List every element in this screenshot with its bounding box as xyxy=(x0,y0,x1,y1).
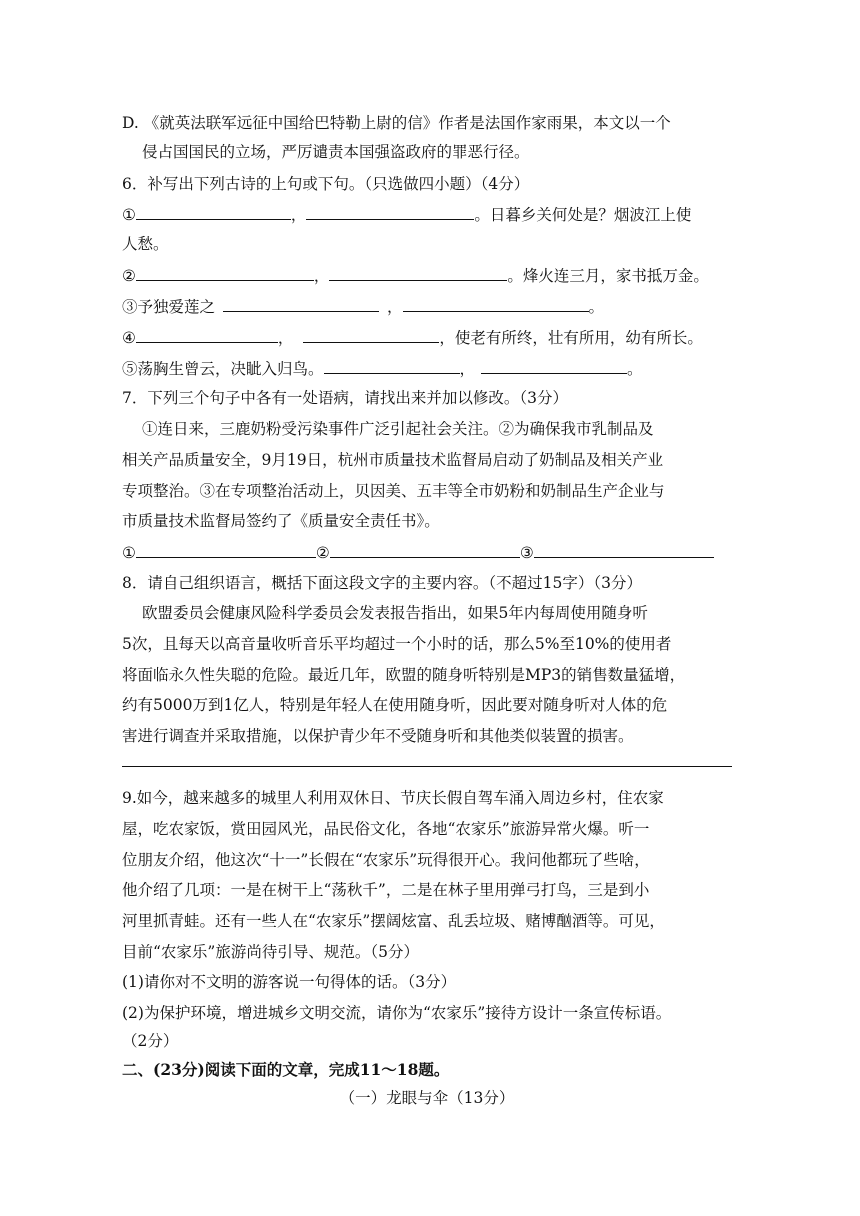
q6-item-4-number: ④ xyxy=(122,329,136,347)
q6-item-2-number: ② xyxy=(122,267,136,285)
q6-item-1-continuation: 人愁。 xyxy=(122,235,169,253)
q6-item-3-prefix: ③予独爱莲之 xyxy=(122,298,216,316)
q8-passage-line2: 5次，且每天以高音量收听音乐平均超过一个小时的话，那么5%至10%的使用者 xyxy=(122,635,672,653)
answer-blank[interactable] xyxy=(329,264,507,281)
q7-passage-line4: 市质量技术监督局签约了《质量安全责任书》。 xyxy=(122,512,440,530)
q6-item-5-tail: 。 xyxy=(627,360,643,378)
passage-subtitle: （一）龙眼与伞（13分） xyxy=(339,1089,515,1107)
question-6-title: 6．补写出下列古诗的上句或下句。（只选做四小题）（4分） xyxy=(122,175,530,193)
q8-passage-line5: 害进行调查并采取措施，以保护青少年不受随身听和其他类似装置的损害。 xyxy=(122,727,634,745)
q6-item-2 xyxy=(122,264,732,287)
q6-item-3 xyxy=(122,295,732,318)
answer-blank[interactable] xyxy=(403,295,589,312)
q6-item-1-tail: 。日暮乡关何处是？烟波江上使 xyxy=(474,206,692,224)
q6-item-4 xyxy=(122,326,732,349)
q6-item-3-comma: ， xyxy=(387,298,403,316)
q6-item-5-prefix: ⑤荡胸生曾云，决眦入归鸟。 xyxy=(122,360,324,378)
answer-blank[interactable] xyxy=(481,357,627,374)
q7-answer-row xyxy=(122,541,732,564)
q6-item-3-tail: 。 xyxy=(588,298,605,316)
q9-subquestion-2-points: （2分） xyxy=(122,1032,179,1050)
option-d-line2: 侵占国国民的立场，严厉谴责本国强盗政府的罪恶行径。 xyxy=(142,143,530,161)
q7-answer-3-number: ③ xyxy=(519,544,534,562)
answer-blank[interactable] xyxy=(136,203,291,220)
q6-item-5 xyxy=(122,357,732,380)
q9-line2: 屋，吃农家饭，赏田园风光，品民俗文化，各地“农家乐”旅游异常火爆。听一 xyxy=(122,820,650,838)
answer-blank[interactable] xyxy=(136,326,278,343)
q8-passage-line4: 约有5000万到1亿人，特别是年轻人在使用随身听，因此要对随身听对人体的危 xyxy=(122,696,668,714)
q8-answer-line[interactable] xyxy=(122,766,732,767)
q9-line1: 9.如今，越来越多的城里人利用双休日、节庆长假自驾车涌入周边乡村，住农家 xyxy=(122,789,664,807)
q9-line4: 他介绍了几项：一是在树干上“荡秋千”，二是在林子里用弹弓打鸟，三是到小 xyxy=(122,881,650,899)
answer-blank[interactable] xyxy=(306,203,474,220)
answer-blank[interactable] xyxy=(223,295,379,312)
q7-passage-line2: 相关产品质量安全，9月19日，杭州市质量技术监督局启动了奶制品及相关产业 xyxy=(122,451,664,469)
q9-line3: 位朋友介绍，他这次“十一”长假在“农家乐”玩得很开心。我问他都玩了些啥， xyxy=(122,851,650,869)
q6-item-2-comma: ， xyxy=(313,267,330,285)
q7-passage-line1: ①连日来，三鹿奶粉受污染事件广泛引起社会关注。②为确保我市乳制品及 xyxy=(142,420,654,438)
answer-blank[interactable] xyxy=(303,326,439,343)
section-2-heading: 二、(23分)阅读下面的文章，完成11～18题。 xyxy=(122,1060,450,1079)
q7-passage-line3: 专项整治。③在专项整治活动上，贝因美、五丰等全市奶粉和奶制品生产企业与 xyxy=(122,482,665,500)
q7-answer-1-number: ① xyxy=(122,544,136,562)
option-d-line1: D. 《就英法联军远征中国给巴特勒上尉的信》作者是法国作家雨果，本文以一个 xyxy=(122,114,671,132)
q7-answer-2-number: ② xyxy=(315,544,330,562)
answer-blank[interactable] xyxy=(330,541,520,558)
q6-item-5-comma: ， xyxy=(459,360,476,378)
q6-item-1-comma: ， xyxy=(290,206,307,224)
question-7-title: 7．下列三个句子中各有一处语病，请找出来并加以修改。（3分） xyxy=(122,389,568,407)
q9-line5: 河里抓青蛙。还有一些人在“农家乐”摆阔炫富、乱丢垃圾、赌博酗酒等。可见， xyxy=(122,912,665,930)
answer-blank[interactable] xyxy=(136,541,316,558)
q6-item-4-tail: ，使老有所终，壮有所用，幼有所长。 xyxy=(439,329,703,347)
q6-item-4-comma: ， xyxy=(277,329,294,347)
q9-subquestion-2: (2)为保护环境，增进城乡文明交流，请你为“农家乐”接待方设计一条宣传标语。 xyxy=(122,1004,672,1022)
q6-item-1-number: ① xyxy=(122,206,136,224)
q9-subquestion-1: (1)请你对不文明的游客说一句得体的话。（3分） xyxy=(122,973,457,991)
q9-line6: 目前“农家乐”旅游尚待引导、规范。（5分） xyxy=(122,943,419,961)
q6-item-2-tail: 。烽火连三月，家书抵万金。 xyxy=(507,267,709,285)
question-8-title: 8．请自己组织语言，概括下面这段文字的主要内容。（不超过15字）（3分） xyxy=(122,574,642,592)
q8-passage-line3: 将面临永久性失聪的危险。最近几年，欧盟的随身听特别是MP3的销售数量猛增， xyxy=(122,666,686,684)
q8-passage-line1: 欧盟委员会健康风险科学委员会发表报告指出，如果5年内每周使用随身听 xyxy=(142,604,648,622)
answer-blank[interactable] xyxy=(136,264,314,281)
answer-blank[interactable] xyxy=(324,357,460,374)
q6-item-1 xyxy=(122,203,732,226)
answer-blank[interactable] xyxy=(534,541,714,558)
